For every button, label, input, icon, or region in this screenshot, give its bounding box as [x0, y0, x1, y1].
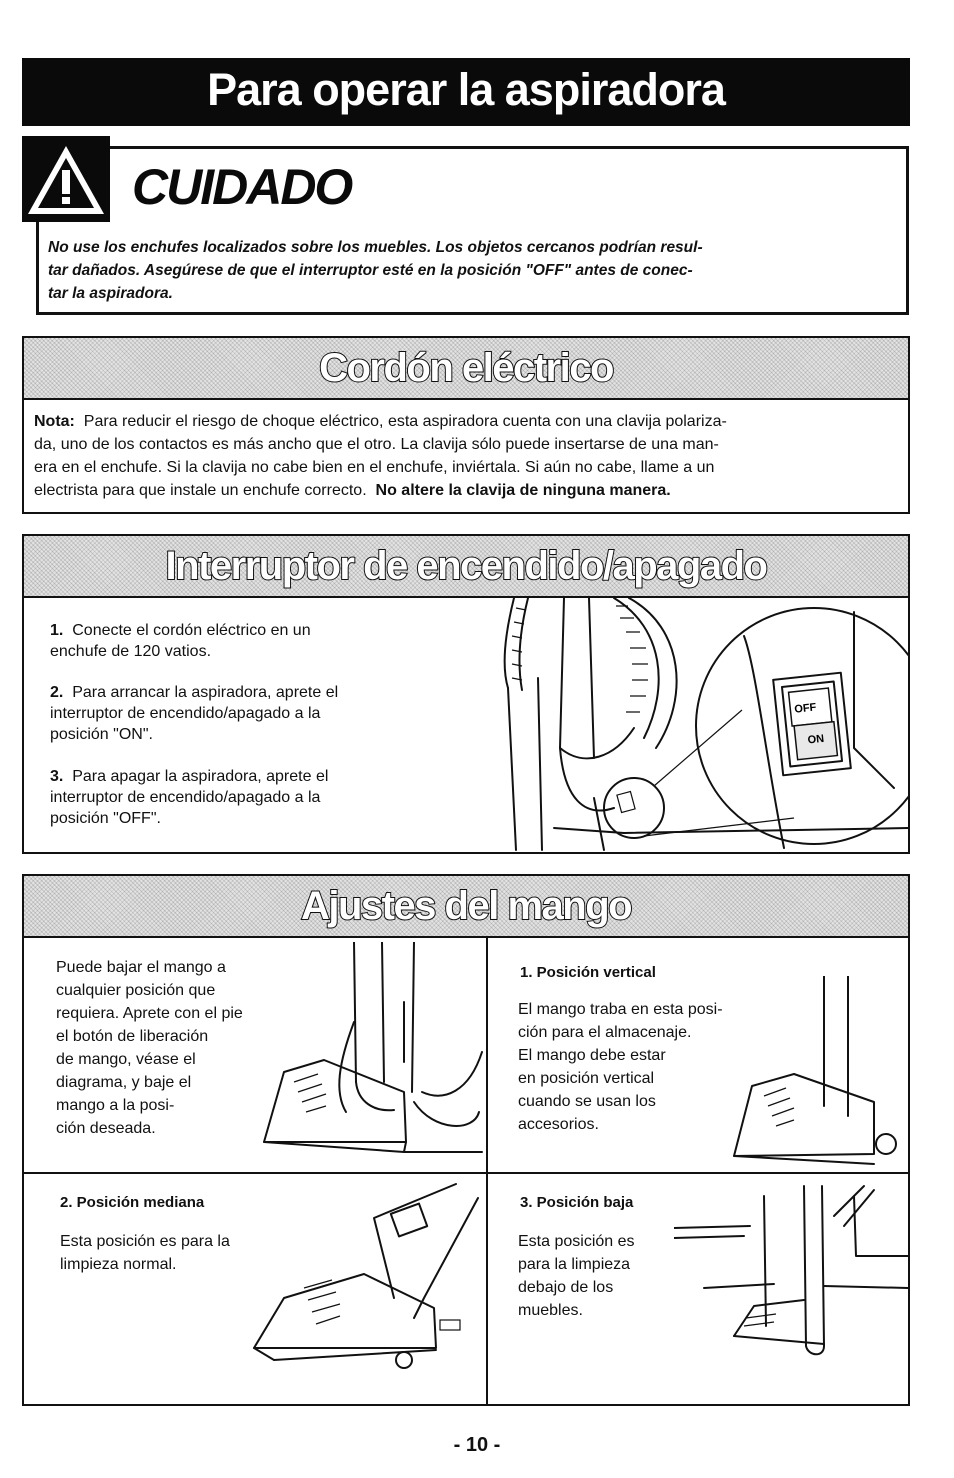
cord-note-line: era en el enchufe. Si la clavija no cabe bien en el enchufe, inviértala. Si aún no cabe, llame a un	[34, 459, 715, 476]
handle-section-header	[24, 876, 908, 938]
cord-section-header	[24, 338, 908, 400]
intro-line: ción deseada.	[56, 1120, 156, 1137]
vertical-line: accesorios.	[518, 1116, 599, 1133]
switch-step-3	[50, 766, 430, 829]
foot-release-illustration	[254, 942, 484, 1170]
switch-section-header	[24, 536, 908, 598]
step-text: Conecte el cordón eléctrico en un	[72, 622, 311, 639]
switch-illustration	[494, 598, 908, 852]
cord-section-title: Cordón eléctrico	[319, 346, 613, 390]
intro-line: el botón de liberación	[56, 1028, 209, 1045]
caution-badge	[22, 136, 110, 222]
intro-line: diagrama, y baje el	[56, 1074, 192, 1091]
step-number: 3.	[50, 768, 64, 785]
switch-section-title: Interruptor de encendido/apagado	[165, 544, 767, 588]
vertical-line: cuando se usan los	[518, 1093, 656, 1110]
switch-step-1	[50, 620, 430, 662]
step-text: interruptor de encendido/apagado a la	[50, 705, 321, 722]
caution-line: tar dañados. Asegúrese de que el interruptor esté en la posición "OFF" antes de conec-	[48, 262, 693, 279]
handle-section-title: Ajustes del mango	[300, 884, 632, 928]
caution-text	[48, 236, 900, 305]
cord-note-line: Para reducir el riesgo de choque eléctrico, esta aspiradora cuenta con una clavija polariza-	[83, 413, 727, 430]
step-text: interruptor de encendido/apagado a la	[50, 789, 321, 806]
handle-section	[22, 874, 910, 1406]
caution-title: CUIDADO	[132, 159, 352, 215]
cord-note-line: electrista para que instale un enchufe correcto.	[34, 482, 367, 499]
low-line: muebles.	[518, 1302, 583, 1319]
switch-off-label: OFF	[793, 701, 817, 716]
cord-note-line: da, uno de los contactos es más ancho que el otro. La clavija sólo puede insertarse de una man-	[34, 436, 719, 453]
low-line: para la limpieza	[518, 1256, 631, 1273]
step-text: posición "OFF".	[50, 810, 161, 827]
step-number: 1.	[50, 622, 64, 639]
switch-step-2	[50, 682, 430, 745]
vertical-position-illustration	[724, 976, 904, 1166]
vertical-line: en posición vertical	[518, 1070, 655, 1087]
intro-line: requiera. Aprete con el pie	[56, 1005, 243, 1022]
caution-line: tar la aspiradora.	[48, 285, 173, 302]
intro-line: mango a la posi-	[56, 1097, 175, 1114]
step-text: Para apagar la aspiradora, aprete el	[72, 768, 329, 785]
page-title: Para operar la aspiradora	[207, 64, 725, 115]
cord-warning: No altere la clavija de ninguna manera.	[375, 482, 671, 499]
page-number: - 10 -	[453, 1434, 501, 1456]
step-text: Para arrancar la aspiradora, aprete el	[72, 684, 339, 701]
switch-section	[22, 534, 910, 854]
vertical-line: El mango traba en esta posi-	[518, 1001, 723, 1018]
low-line: debajo de los	[518, 1279, 614, 1296]
vertical-heading: 1. Posición vertical	[520, 964, 656, 981]
low-line: Esta posición es	[518, 1233, 635, 1250]
intro-line: de mango, véase el	[56, 1051, 196, 1068]
step-text: enchufe de 120 vatios.	[50, 643, 212, 660]
switch-on-label: ON	[807, 732, 825, 747]
low-heading: 3. Posición baja	[520, 1194, 634, 1211]
vertical-line: ción para el almacenaje.	[518, 1024, 692, 1041]
medium-line: limpieza normal.	[60, 1256, 177, 1273]
low-position-illustration	[674, 1176, 908, 1404]
grid-divider-horizontal	[24, 1172, 908, 1174]
medium-line: Esta posición es para la	[60, 1233, 230, 1250]
cord-section	[22, 336, 910, 514]
caution-line: No use los enchufes localizados sobre los muebles. Los objetos cercanos podrían resul-	[48, 239, 703, 256]
vertical-line: El mango debe estar	[518, 1047, 666, 1064]
page-title-bar	[22, 58, 910, 126]
intro-line: cualquier posición que	[56, 982, 216, 999]
note-label: Nota:	[34, 413, 75, 430]
step-number: 2.	[50, 684, 64, 701]
warning-triangle-icon	[22, 136, 110, 222]
intro-line: Puede bajar el mango a	[56, 959, 226, 976]
medium-heading: 2. Posición mediana	[60, 1194, 205, 1211]
cord-note	[34, 410, 900, 502]
medium-position-illustration	[244, 1178, 484, 1404]
grid-divider-vertical	[486, 938, 488, 1404]
step-text: posición "ON".	[50, 726, 153, 743]
